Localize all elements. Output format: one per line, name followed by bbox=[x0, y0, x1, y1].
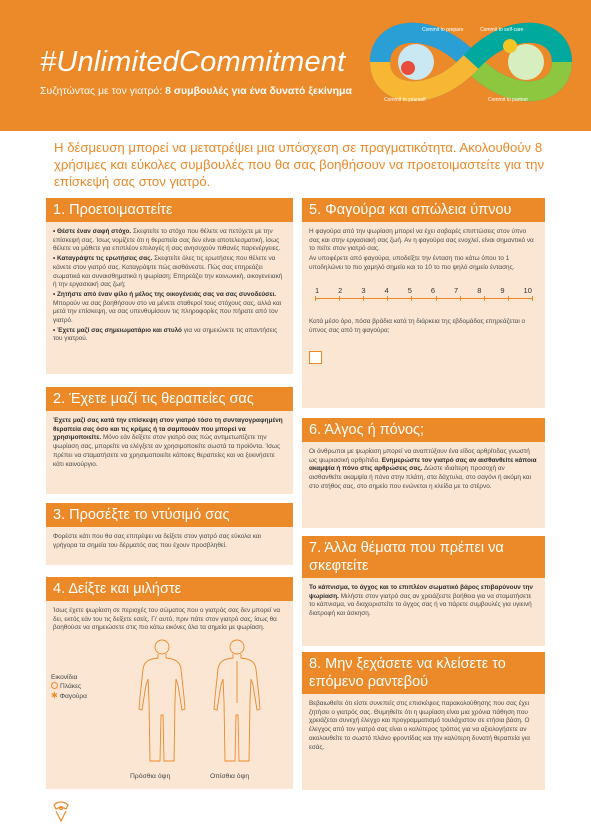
card-show-and-tell: 4. Δείξτε και μιλήστε Ίσως έχετε ψωρίαση σε περιοχές του σώματος που ο γιατρός σας δεν μπορεί να δει, εκτός εάν του τις δείξετε εσείς. Γι' αυτό, πριν πάτε στον γιατρό σας, ίσως θα βοηθούσε να σημειώσετε στις πιο κάτω εικόνες όλα τα σημεία με ψωρίαση. Εικονίδια Πλάκες ✱ Φαγούρα Πρόσθια όψη Οπίσθια όψη bbox=[46, 577, 293, 789]
scale-value-9[interactable]: 9 bbox=[500, 285, 505, 295]
card-title: 6. Άλγος ή πόνος; bbox=[302, 418, 545, 442]
infinity-logo-icon bbox=[360, 8, 582, 116]
scale-tick bbox=[411, 296, 412, 301]
header-banner bbox=[0, 0, 591, 131]
scale-value-8[interactable]: 8 bbox=[477, 285, 482, 295]
itch-scale-line bbox=[315, 298, 532, 306]
scale-tick bbox=[508, 296, 509, 301]
scale-tick bbox=[532, 296, 533, 301]
back-view-caption: Οπίσθια όψη bbox=[210, 773, 250, 780]
intro-text: Η δέσμευση μπορεί να μετατρέψει μια υπόσχεση σε πραγματικότητα. Ακολουθούν 8 χρήσιμες και εύκολες συμβουλές που θα σας βοηθήσουν να προετοιμαστείτε για την επίσκεψή σας στον γιατρό. bbox=[54, 140, 545, 189]
nights-affected-checkbox[interactable] bbox=[309, 351, 322, 364]
card-prepare: 1. Προετοιμαστείτε • Θέστε έναν σαφή στόχο. Σκεφτείτε το στόχο που θέλετε να πετύχετε με την επίσκεψή σας. Ίσως νομίζετε ότι η θεραπεία σας δεν είναι αποτελεσματική, ίσως θέλετε να μάθετε για επιπλέον επιλογές ή σας ανησυχούν πιθανές παρενέργειες. • Καταγράψτε τις ερωτήσεις σας. Σκεφτείτε όλες τις ερωτήσεις που θέλετε να κάνετε στον γιατρό σας. Καταγράψτε πώς αισθάνεστε. Πώς σας επηρεάζει σωματικά και συναισθηματικά η ψωρίαση; Επηρεάζει την κοινωνική, οικογενειακή ή την εργασιακή σας ζωή; • Ζητήστε από έναν φίλο ή μέλος της οικογένειάς σας να σας συνοδεύσει. Μπορούν να σας βοηθήσουν στο να μένετε σταθεροί τους στόχους σας, αλλά και μετά την επίσκεψη, να σας υπενθυμίσουν τις πληροφορίες που πήρατε από τον γιατρό. • Έχετε μαζί σας σημειωματάριο και στυλό για να σημειώνετε τις απαντήσεις του γιατρού. bbox=[46, 198, 293, 374]
icon-legend: Εικονίδια Πλάκες ✱ Φαγούρα bbox=[51, 674, 87, 700]
card-clothing: 3. Προσέξτε το ντύσιμό σας Φορέστε κάτι που θα σας επιτρέψει να δείξετε στον γιατρό σας εύκολα και γρήγορα τα σημεία του δέρματός σας που έχουν προσβληθεί. bbox=[46, 503, 293, 565]
scale-value-5[interactable]: 5 bbox=[407, 285, 412, 295]
infinity-label: Commit to self-care bbox=[480, 27, 524, 33]
scale-value-4[interactable]: 4 bbox=[384, 285, 389, 295]
infinity-label: Commit to yourself bbox=[384, 97, 426, 103]
scale-tick bbox=[387, 296, 388, 301]
card-next-appointment: 8. Μην ξεχάσετε να κλείσετε το επόμενο ραντεβού Βεβαιωθείτε ότι είστε συνεπείς στις επισκέψεις παρακολούθησης που σας έχει ζητήσει ο γιατρός σας. Θυμηθείτε ότι η ψωρίαση είναι μια χρόνια πάθηση που χρειάζεται συνεχή έλεγχο και προγραμματισμό τουλάχιστον σε ετήσια βάση. Ο έλεγχος από τον γιατρό σας είναι ο καλύτερος τρόπος για να αξιολογήσετε αν ακολουθείτε το σωστό πλάνο φροντίδας και την καλύτερη δυνατή θεραπεία για εσάς. bbox=[302, 652, 545, 790]
page-title: #UnlimitedCommitment bbox=[40, 46, 346, 78]
plaque-circle-icon bbox=[51, 682, 58, 689]
card-itch-sleep: 5. Φαγούρα και απώλεια ύπνου Η φαγούρα από την ψωρίαση μπορεί να έχει σοβαρές επιπτώσεις στον ύπνο σας και στην εργασιακή σας ζωή. Αν η φαγούρα σας ενοχλεί, είναι σημαντικό να το πείτε στον γιατρό σας. Αν υποφέρετε από φαγούρα, υποδείξτε την ένταση πιο κάτω όπου το 1 υποδηλώνει το πιο χαμηλό σημείο και το 10 το πιο ψηλό σημείο έντασης. 1 2 3 4 5 6 7 8 9 10 Κατά μέσο όρο, πόσα βράδια κατά τη διάρκεια της εβδομάδας επηρεάζεται ο ύπνος σας από τη φαγούρα; bbox=[302, 198, 545, 408]
scale-value-2[interactable]: 2 bbox=[338, 285, 343, 295]
scale-value-7[interactable]: 7 bbox=[454, 285, 459, 295]
scale-tick bbox=[436, 296, 437, 301]
card-title: 8. Μην ξεχάσετε να κλείσετε το επόμενο ραντεβού bbox=[302, 652, 545, 694]
scale-value-1[interactable]: 1 bbox=[315, 285, 320, 295]
front-view-caption: Πρόσθια όψη bbox=[130, 773, 171, 780]
scale-tick bbox=[484, 296, 485, 301]
card-title: 2. Έχετε μαζί τις θεραπείες σας bbox=[46, 387, 293, 411]
body-front-figure-icon[interactable] bbox=[134, 637, 190, 767]
company-logo-icon bbox=[50, 799, 72, 825]
scale-value-10[interactable]: 10 bbox=[523, 285, 532, 295]
scale-tick bbox=[339, 296, 340, 301]
card-title: 5. Φαγούρα και απώλεια ύπνου bbox=[302, 198, 545, 222]
page-subtitle: Συζητώντας με τον γιατρό: 8 συμβουλές για ένα δυνατό ξεκίνημα bbox=[40, 85, 352, 97]
itch-intensity-scale[interactable] bbox=[309, 287, 538, 296]
scale-tick bbox=[363, 296, 364, 301]
card-title: 7. Άλλα θέματα που πρέπει να σκεφτείτε bbox=[302, 536, 545, 578]
card-treatments: 2. Έχετε μαζί τις θεραπείες σας Έχετε μαζί σας κατά την επίσκεψη στον γιατρό τόσο τη συνταγογραφημένη θεραπεία σας όσο και τις κρέμες ή τα σαμπουάν που μπορεί να χρησιμοποιείτε. Μόνο εάν δείξετε στον γιατρό σας πώς αντιμετωπίζετε την ψωρίαση σας, μπορείτε να ελέγξετε αν χρησιμοποιείτε σωστά τα προϊόντα. Ίσως πρέπει να σταματήσετε να χρησιμοποιείτε κάποιες θεραπείες και να ξεκινήσετε κάτι καινούργιο. bbox=[46, 387, 293, 494]
card-title: 4. Δείξτε και μιλήστε bbox=[46, 577, 293, 601]
infinity-label: Commit to prepare bbox=[422, 27, 464, 33]
card-title: 3. Προσέξτε το ντύσιμό σας bbox=[46, 503, 293, 527]
itch-star-icon: ✱ bbox=[51, 691, 58, 700]
infinity-label: Commit to partner bbox=[488, 97, 529, 103]
scale-value-6[interactable]: 6 bbox=[430, 285, 436, 295]
scale-tick bbox=[315, 296, 316, 301]
card-pain: 6. Άλγος ή πόνος; Οι άνθρωποι με ψωρίαση μπορεί να αναπτύξουν ένα είδος αρθρίτιδας γνωστή ως ψωριασική αρθρίτιδα. Ενημερώστε τον γιατρό σας αν αισθανθείτε κάποια ακαμψία ή πόνο στις αρθρώσεις σας. Δώστε ιδιαίτερη προσοχή αν αισθανθείτε ακαμψία ή πόνο στην πλάτη, στα δάχτυλα, στο σαγόνι ή ακόμη και στο στήθος σας, στο σημείο που ενώνεται η κλείδα με το στέρνο. bbox=[302, 418, 545, 528]
body-back-figure-icon[interactable] bbox=[209, 637, 265, 767]
card-other-topics: 7. Άλλα θέματα που πρέπει να σκεφτείτε Το κάπνισμα, το άγχος και το επιπλέον σωματικό βάρος επιβαρύνουν την ψωρίαση. Μιλήστε στον γιατρό σας αν χρειάζεστε βοήθεια για να σταματήσετε το κάπνισμα, να διαχειριστείτε το άγχος σας ή να πάρετε συμβουλές για υγιεινή διατροφή και άσκηση. bbox=[302, 536, 545, 646]
scale-value-3[interactable]: 3 bbox=[361, 285, 366, 295]
card-title: 1. Προετοιμαστείτε bbox=[46, 198, 293, 222]
scale-tick bbox=[460, 296, 461, 301]
